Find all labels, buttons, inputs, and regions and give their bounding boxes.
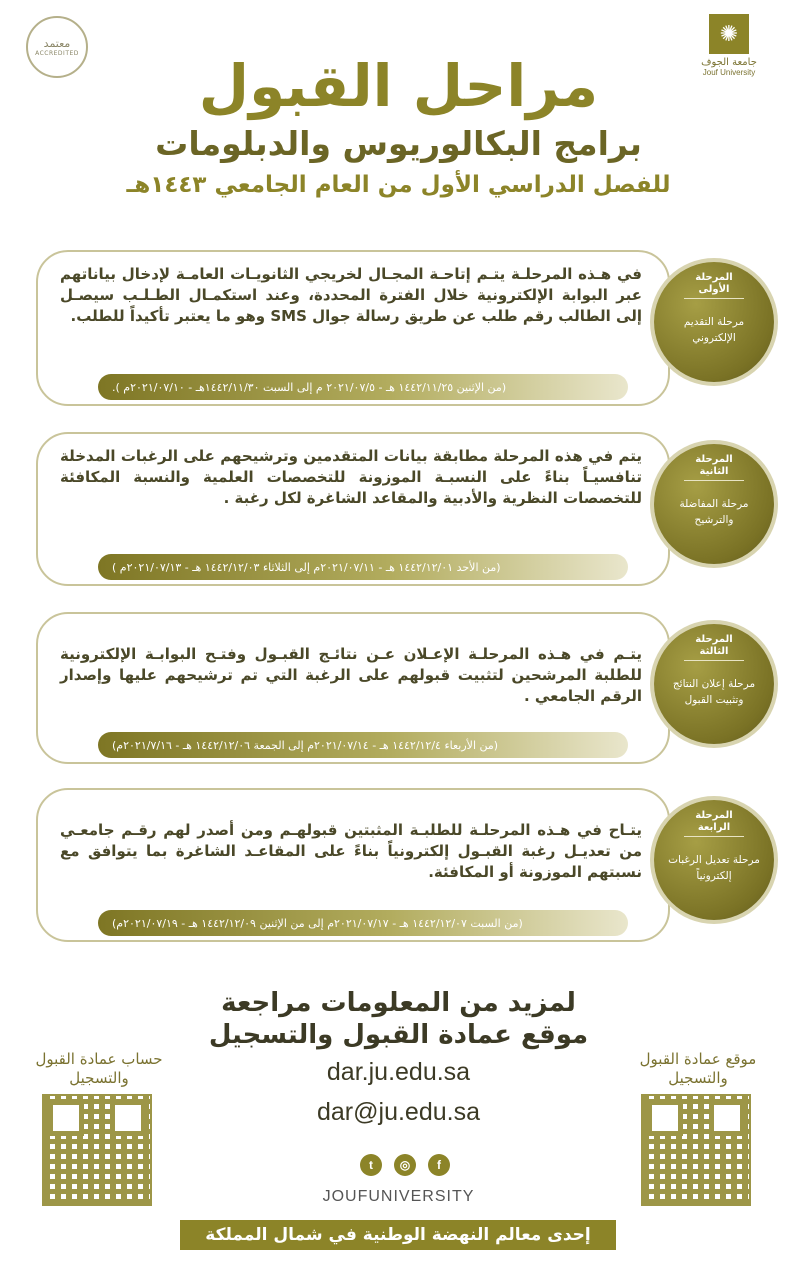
stage-description: يتم في هذه المرحلة مطابقة بيانات المتقدمين وترشيحهم على الرغبات المدخلة تنافسيـاً بناءً على النسبـة الموزونة للتخصصات العلمية والنسبة المكافئة للتخصصات النظرية والأدبية والمقاعد الشاغرة لكل رغبة . — [60, 447, 642, 507]
stage-name: مرحلة إعلان النتائج وتثبيت القبول — [672, 678, 756, 706]
stage-name: مرحلة التقديم الإلكتروني — [683, 316, 745, 344]
stage-card-1 — [36, 250, 670, 406]
accreditation-logo-sub: ACCREDITED — [35, 50, 79, 57]
facebook-icon[interactable]: f — [428, 1154, 450, 1176]
stage-description: في هـذه المرحلـة يتـم إتاحـة المجـال لخريجي الثانويـات العامـة لإدخال بياناتهم عبر البوابة الإلكترونية خلال الفترة المحددة، وعند استكمـال الطـلـب سيصـل إلى الطالب رقم طلب عن طريق رسالة جوال SMS وهو ما يعتبر تأكيداً للطلب. — [60, 265, 642, 325]
social-handle: JOUFUNIVERSITY — [322, 1188, 475, 1205]
stage-date-range: (من الأربعاء ١٤٤٢/١٢/٤ هـ - ٢٠٢١/٠٧/١٤م إلى الجمعة ١٤٤٢/١٢/٠٦ هـ - ٢٠٢١/٧/١٦م) — [98, 732, 628, 758]
stage-description: يتـاح في هـذه المرحلـة للطلبـة المثبتين قبولهـم ومن أصدر لهم رقـم جامعـي من تعديـل رغبة القبـول إلكترونياً بناءً على المقاعـد الشاغرة بما يتوافق مع نسبتهم الموزونة أو المكافئة. — [60, 821, 642, 881]
website-link[interactable]: dar.ju.edu.sa — [326, 1058, 471, 1086]
email-link[interactable]: dar@ju.edu.sa — [317, 1098, 480, 1126]
page-title: مراحل القبول — [198, 52, 599, 120]
instagram-icon[interactable]: ◎ — [394, 1154, 416, 1176]
stage-number: المرحلة الثانية — [684, 454, 744, 481]
stage-card-3 — [36, 612, 670, 764]
twitter-icon[interactable]: t — [360, 1154, 382, 1176]
social-icons — [360, 1154, 450, 1176]
stage-name: مرحلة المفاضلة والترشيح — [679, 498, 749, 526]
stage-badge-1 — [654, 262, 774, 382]
academic-term: للفصل الدراسي الأول من العام الجامعي ١٤٤٣هـ — [126, 172, 671, 198]
university-name-en: Jouf University — [702, 68, 756, 77]
qr-code-left[interactable] — [42, 1094, 152, 1206]
stage-card-4 — [36, 788, 670, 942]
stage-badge-2 — [654, 444, 774, 564]
stage-date-range: (من السبت ١٤٤٢/١٢/٠٧ هـ - ٢٠٢١/٠٧/١٧م إلى من الإثنين ١٤٤٢/١٢/٠٩ هـ - ٢٠٢١/٠٧/١٩م) — [98, 910, 628, 936]
bottom-banner: إحدى معالم النهضة الوطنية في شمال المملكة — [180, 1220, 616, 1250]
stage-description: يتـم في هـذه المرحلـة الإعـلان عـن نتائـج القبـول وفتـح البوابـة الإلكترونية للطلبة المرشحين لتثبيت قبولهم على الرغبة التي تم ترشيحهم عليها وإصدار الرقم الجامعي . — [60, 645, 642, 705]
stage-date-range: (من الإثنين ١٤٤٢/١١/٢٥ هـ - ٢٠٢١/٠٧/٥ م إلى السبت ١٤٤٢/١١/٣٠هـ - ٢٠٢١/٠٧/١٠م ). — [98, 374, 628, 400]
university-emblem-icon: ✺ — [709, 14, 749, 54]
accreditation-logo-text: معتمد — [43, 37, 71, 50]
more-info-line2: موقع عمادة القبول والتسجيل — [208, 1020, 589, 1050]
stage-number: المرحلة الأولى — [684, 272, 744, 299]
stage-badge-4 — [654, 800, 774, 920]
qr-right-label: موقع عمادة القبول والتسجيل — [639, 1050, 757, 1087]
stage-badge-3 — [654, 624, 774, 744]
stage-number: المرحلة الثالثة — [684, 634, 744, 661]
more-info-line1: لمزيد من المعلومات مراجعة — [221, 988, 576, 1018]
qr-left-label: حساب عمادة القبول والتسجيل — [35, 1050, 163, 1087]
stage-name: مرحلة تعديل الرغبات إلكترونياً — [668, 854, 760, 882]
stage-number: المرحلة الرابعة — [684, 810, 744, 837]
stage-card-2 — [36, 432, 670, 586]
qr-code-right[interactable] — [641, 1094, 751, 1206]
stage-date-range: (من الأحد ١٤٤٢/١٢/٠١ هـ - ٢٠٢١/٠٧/١١م إلى الثلاثاء ١٤٤٢/١٢/٠٣ هـ - ٢٠٢١/٠٧/١٣م ) — [98, 554, 628, 580]
university-name-ar: جامعة الجوف — [701, 57, 757, 68]
page-subtitle: برامج البكالوريوس والدبلومات — [155, 124, 642, 163]
